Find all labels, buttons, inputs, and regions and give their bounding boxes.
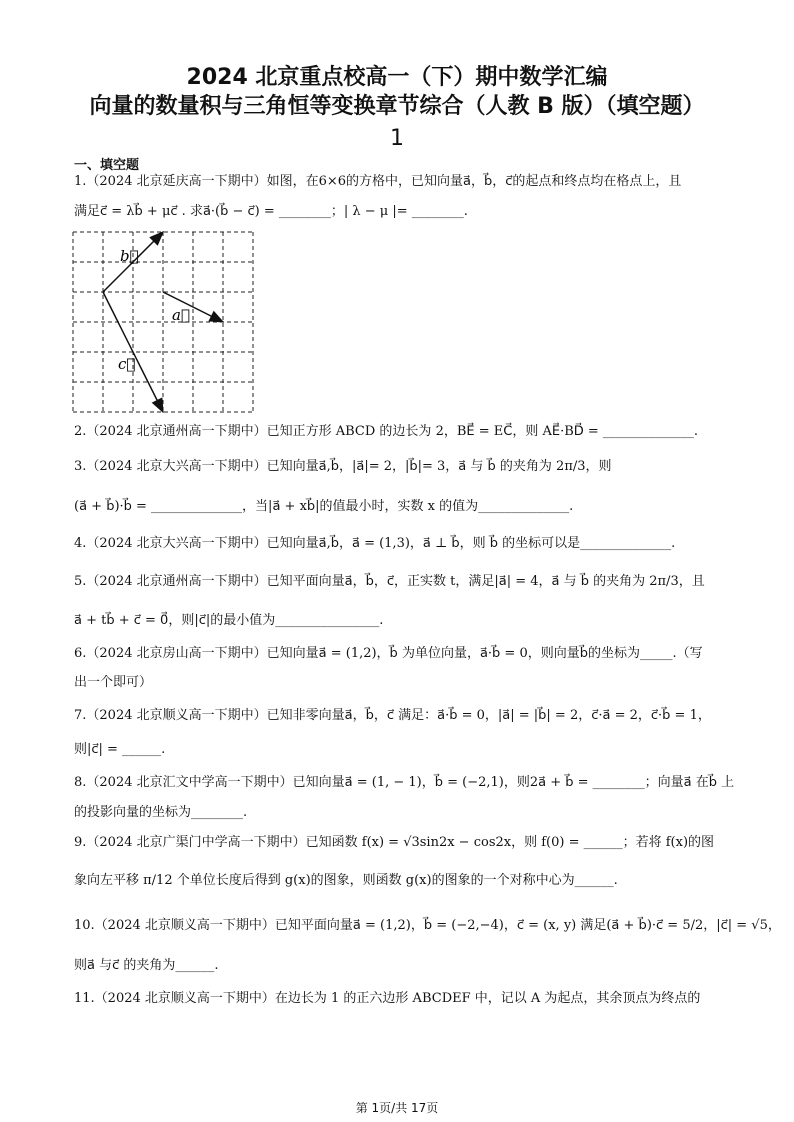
q5-line2: a⃗ + tb⃗ + c⃗ = 0⃗，则|c⃗|的最小值为________________.: [74, 613, 384, 628]
q2-line1: 2.（2024 北京通州高一下期中）已知正方形 ABCD 的边长为 2，BE⃗ = EC⃗，则 AE⃗·BD⃗ = ______________.: [74, 424, 699, 439]
q10-line2: 则a⃗ 与c⃗ 的夹角为______.: [74, 958, 219, 973]
q6-line1: 6.（2024 北京房山高一下期中）已知向量a⃗ = (1,2)，b⃗ 为单位向量，a⃗·b⃗ = 0，则向量b⃗的坐标为_____.（写: [74, 646, 703, 661]
vector-b-label: b⃗: [120, 247, 139, 265]
q10-line1: 10.（2024 北京顺义高一下期中）已知平面向量a⃗ = (1,2)，b⃗ = (−2,−4)，c⃗ = (x, y) 满足(a⃗ + b⃗)·c⃗ = 5/2，|c⃗| = √5，: [74, 918, 781, 933]
q7-line2: 则|c⃗| = ______.: [74, 742, 166, 757]
q9-line1: 9.（2024 北京广渠门中学高一下期中）已知函数 f(x) = √3sin2x − cos2x，则 f(0) = ______；若将 f(x)的图: [74, 835, 715, 850]
section-title: 一、填空题: [74, 158, 140, 173]
q1-line1: 1.（2024 北京延庆高一下期中）如图，在6×6的方格中，已知向量a⃗，b⃗，c⃗的起点和终点均在格点上，且: [74, 174, 682, 189]
q4-line1: 4.（2024 北京大兴高一下期中）已知向量a⃗,b⃗，a⃗ = (1,3)，a⃗ ⊥ b⃗，则 b⃗ 的坐标可以是______________.: [74, 536, 676, 551]
q3-line1: 3.（2024 北京大兴高一下期中）已知向量a⃗,b⃗，|a⃗|= 2，|b⃗|= 3，a⃗ 与 b⃗ 的夹角为 2π/3，则: [74, 459, 612, 474]
q6-line2: 出一个即可）: [74, 675, 153, 690]
q11-line1: 11.（2024 北京顺义高一下期中）在边长为 1 的正六边形 ABCDEF 中，记以 A 为起点，其余顶点为终点的: [74, 991, 701, 1006]
vector-c-label: c⃗: [118, 355, 136, 373]
vector-grid-figure: [72, 231, 254, 413]
q9-line2: 象向左平移 π/12 个单位长度后得到 g(x)的图象，则函数 g(x)的图象的一个对称中心为______.: [74, 873, 618, 888]
doc-title-line3: 1: [390, 126, 404, 151]
q7-line1: 7.（2024 北京顺义高一下期中）已知非零向量a⃗，b⃗，c⃗ 满足：a⃗·b⃗ = 0，|a⃗| = |b⃗| = 2，c⃗·a⃗ = 2，c⃗·b⃗ = 1，: [74, 708, 711, 723]
doc-title-line2: 向量的数量积与三角恒等变换章节综合（人教 B 版）（填空题）: [89, 94, 705, 119]
q8-line2: 的投影向量的坐标为________.: [74, 805, 248, 820]
vector-a-label: a⃗: [172, 306, 190, 324]
q1-line2: 满足c⃗ = λb⃗ + μc⃗ . 求a⃗·(b⃗ − c⃗) = ________；| λ − μ |= ________.: [74, 204, 468, 219]
q8-line1: 8.（2024 北京汇文中学高一下期中）已知向量a⃗ = (1, − 1)，b⃗ = (−2,1)，则2a⃗ + b⃗ = ________；向量a⃗ 在b⃗ 上: [74, 775, 735, 790]
q3-line2: (a⃗ + b⃗)·b⃗ = ______________，当|a⃗ + xb⃗|的值最小时，实数 x 的值为______________.: [74, 499, 574, 514]
page-footer: 第 1页/共 17页: [355, 1101, 439, 1115]
grid-lines: [73, 232, 253, 412]
doc-title-line1: 2024 北京重点校高一（下）期中数学汇编: [186, 65, 608, 90]
q5-line1: 5.（2024 北京通州高一下期中）已知平面向量a⃗，b⃗，c⃗，正实数 t，满足|a⃗| = 4，a⃗ 与 b⃗ 的夹角为 2π/3，且: [74, 574, 705, 589]
